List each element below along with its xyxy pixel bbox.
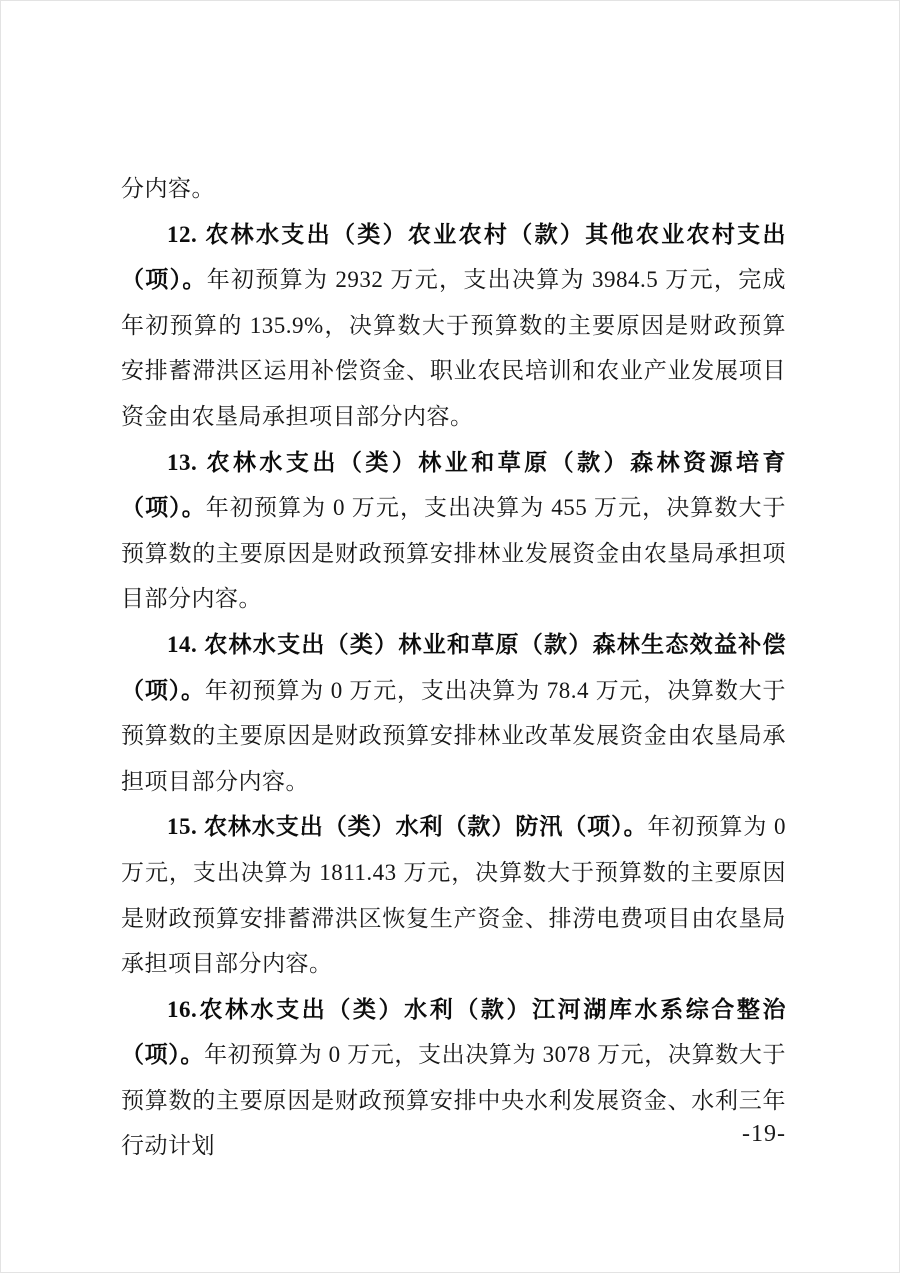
paragraph-item-15: [121, 804, 786, 986]
paragraph-item-14: [121, 622, 786, 804]
paragraph-continuation: [121, 166, 786, 212]
clause-body-13: 年初预算为 0 万元，支出决算为 455 万元，决算数大于预算数的主要原因是财政预算安排林业发展资金由农垦局承担项目部分内容。: [121, 495, 787, 612]
paragraph-item-13: [121, 440, 786, 622]
document-body: [121, 166, 786, 1169]
clause-heading-13: 13. 农林水支出（类）林业和草原（款）森林资源培育（项）。: [121, 449, 786, 521]
paragraph-continuation-text: 分内容。: [121, 176, 215, 201]
clause-heading-15: 15. 农林水支出（类）水利（款）防汛（项）。: [167, 814, 648, 840]
clause-body-15: 年初预算为 0 万元，支出决算为 1811.43 万元，决算数大于预算数的主要原因是财政预算安排蓄滞洪区恢复生产资金、排涝电费项目由农垦局承担项目部分内容。: [121, 814, 787, 977]
clause-body-12: 年初预算为 2932 万元，支出决算为 3984.5 万元，完成年初预算的 135.9%，决算数大于预算数的主要原因是财政预算安排蓄滞洪区运用补偿资金、职业农民培训和农业产业发展项目资金由农垦局承担项目部分内容。: [121, 267, 787, 429]
clause-heading-16: 16.农林水支出（类）水利（款）江河湖库水系综合整治（项）。: [121, 996, 786, 1068]
paragraph-item-12: [121, 212, 786, 440]
clause-heading-12: 12. 农林水支出（类）农业农村（款）其他农业农村支出（项）。: [121, 221, 786, 293]
page-number: -19-: [742, 1121, 786, 1147]
clause-body-14: 年初预算为 0 万元，支出决算为 78.4 万元，决算数大于预算数的主要原因是财政预算安排林业改革发展资金由农垦局承担项目部分内容。: [121, 677, 787, 794]
clause-heading-14: 14. 农林水支出（类）林业和草原（款）森林生态效益补偿（项）。: [121, 631, 786, 703]
clause-body-16: 年初预算为 0 万元，支出决算为 3078 万元，决算数大于预算数的主要原因是财政预算安排中央水利发展资金、水利三年行动计划: [121, 1042, 787, 1159]
